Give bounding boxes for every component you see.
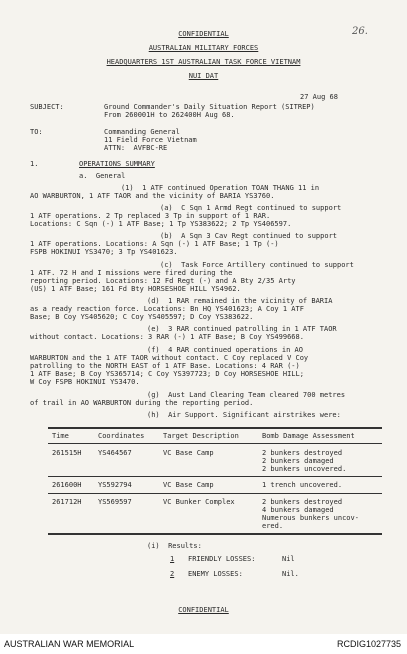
row-time: 261515H xyxy=(52,449,82,457)
para-e-line: without contact. Locations: 3 RAR (-) 1 ATF Base; B Coy YS499668. xyxy=(30,333,304,341)
table-header-coordinates: Coordinates xyxy=(98,432,145,440)
para-1-line: (1) 1 ATF continued Operation TOAN THANG 11 in xyxy=(121,184,320,192)
to-label: TO: xyxy=(30,128,43,136)
para-f-line: WARBURTON and the 1 ATF TAOR without contact. C Coy replaced V Coy xyxy=(30,354,309,362)
sub-a-general: a. General xyxy=(79,172,126,180)
page-number: 26. xyxy=(352,26,368,37)
para-d-line: (d) 1 RAR remained in the vicinity of BARIA xyxy=(147,297,333,305)
results-label: (i) Results: xyxy=(147,542,202,550)
org-line-1: AUSTRALIAN MILITARY FORCES xyxy=(148,44,259,52)
table-top-rule xyxy=(48,427,382,429)
section-title: OPERATIONS SUMMARY xyxy=(79,160,155,168)
place: NUI DAT xyxy=(188,72,219,80)
para-g-line: of trail in AO WARBURTON during the reporting period. xyxy=(30,399,254,407)
row-bda-line: 2 bunkers destroyed xyxy=(262,498,343,506)
para-g-line: (g) Aust Land Clearing Team cleared 700 metres xyxy=(147,391,346,399)
para-f-line: W Coy FSPB HOKINUI YS3470. xyxy=(30,378,140,386)
para-f-line: patrolling to the NORTH EAST of 1 ATF Base. Locations: 4 RAR (-) xyxy=(30,362,300,370)
para-c-line: (c) Task Force Artillery continued to support xyxy=(160,261,354,269)
row-coordinates: YS592794 xyxy=(98,481,132,489)
row-coordinates: YS569597 xyxy=(98,498,132,506)
para-f-line: 1 ATF Base; B Coy YS365714; C Coy YS397723; D Coy HORSESHOE HILL; xyxy=(30,370,304,378)
row-target: VC Bunker Complex xyxy=(163,498,235,506)
row-bda-line: Numerous bunkers uncov- xyxy=(262,514,359,522)
section-number: 1. xyxy=(30,160,39,168)
table-header-rule xyxy=(48,443,382,444)
row-target: VC Base Camp xyxy=(163,449,214,457)
row-rule xyxy=(48,493,382,494)
table-bottom-rule xyxy=(48,533,382,535)
archive-id: RCDIG1027735 xyxy=(336,639,401,649)
para-1-line: AO WARBURTON, 1 ATF TAOR and the vicinity of BARIA YS3760. xyxy=(30,192,275,200)
para-a-line: (a) C Sqn 1 Armd Regt continued to support xyxy=(160,204,342,212)
subject-line-1: Ground Commander's Daily Situation Report (SITREP) xyxy=(104,103,315,111)
enemy-losses-label: ENEMY LOSSES: xyxy=(188,570,243,578)
enemy-losses-value: Nil. xyxy=(282,570,299,578)
row-coordinates: YS464567 xyxy=(98,449,132,457)
classification-bottom: CONFIDENTIAL xyxy=(178,606,229,614)
para-d-line: Base; B Coy YS405620; C Coy YS405597; D Coy YS383622. xyxy=(30,313,254,321)
para-e-line: (e) 3 RAR continued patrolling in 1 ATF TAOR xyxy=(147,325,337,333)
row-target: VC Base Camp xyxy=(163,481,214,489)
para-c-line: (US) 1 ATF Base; 161 Fd Bty HORSESHOE HILL YS4962. xyxy=(30,285,241,293)
archive-name: AUSTRALIAN WAR MEMORIAL xyxy=(4,639,135,649)
row-bda-line: 2 bunkers destroyed xyxy=(262,449,343,457)
to-line-1: Commanding General xyxy=(104,128,180,136)
result-number: 1 xyxy=(170,555,175,563)
row-time: 261600H xyxy=(52,481,82,489)
archive-footer xyxy=(0,634,407,654)
row-bda-line: 2 bunkers damaged xyxy=(262,457,334,465)
row-bda-line: 4 bunkers damaged xyxy=(262,506,334,514)
to-line-3: ATTN: AVFBC-RE xyxy=(104,144,168,152)
row-bda-line: 2 bunkers uncovered. xyxy=(262,465,347,473)
result-number: 2 xyxy=(170,570,175,578)
para-f-line: (f) 4 RAR continued operations in AO xyxy=(147,346,303,354)
subject-label: SUBJECT: xyxy=(30,103,64,111)
para-b-line: (b) A Sqn 3 Cav Regt continued to support xyxy=(160,232,338,240)
subject-line-2: From 260001H to 262400H Aug 68. xyxy=(104,111,235,119)
table-header-bda: Bomb Damage Assessment xyxy=(262,432,355,440)
friendly-losses-label: FRIENDLY LOSSES: xyxy=(188,555,256,563)
row-bda-line: ered. xyxy=(262,522,284,530)
para-c-line: 1 ATF. 72 H and I missions were fired during the xyxy=(30,269,233,277)
para-d-line: as a ready reaction force. Locations: Bn HQ YS401623; A Coy 1 ATF xyxy=(30,305,304,313)
table-header-time: Time xyxy=(52,432,69,440)
row-time: 261712H xyxy=(52,498,82,506)
row-bda-line: 1 trench uncovered. xyxy=(262,481,343,489)
para-c-line: reporting period. Locations: 12 Fd Regt (-) and A Bty 2/35 Arty xyxy=(30,277,296,285)
classification-top: CONFIDENTIAL xyxy=(178,30,229,38)
document-date: 27 Aug 68 xyxy=(300,93,338,101)
friendly-losses-value: Nil xyxy=(282,555,295,563)
to-line-2: 11 Field Force Vietnam xyxy=(104,136,197,144)
para-b-line: FSPB HOKINUI YS3470; 3 Tp YS401623. xyxy=(30,248,178,256)
para-h-line: (h) Air Support. Significant airstrikes were: xyxy=(147,411,341,419)
para-b-line: 1 ATF operations. Locations: A Sqn (-) 1 ATF Base; 1 Tp (-) xyxy=(30,240,279,248)
para-a-line: Locations: C Sqn (-) 1 ATF Base; 1 Tp YS383622; 2 Tp YS406597. xyxy=(30,220,292,228)
row-rule xyxy=(48,476,382,477)
table-header-target: Target Description xyxy=(163,432,239,440)
para-a-line: 1 ATF operations. 2 Tp replaced 3 Tp in support of 1 RAR. xyxy=(30,212,271,220)
org-line-2: HEADQUARTERS 1ST AUSTRALIAN TASK FORCE VIETNAM xyxy=(106,58,301,66)
